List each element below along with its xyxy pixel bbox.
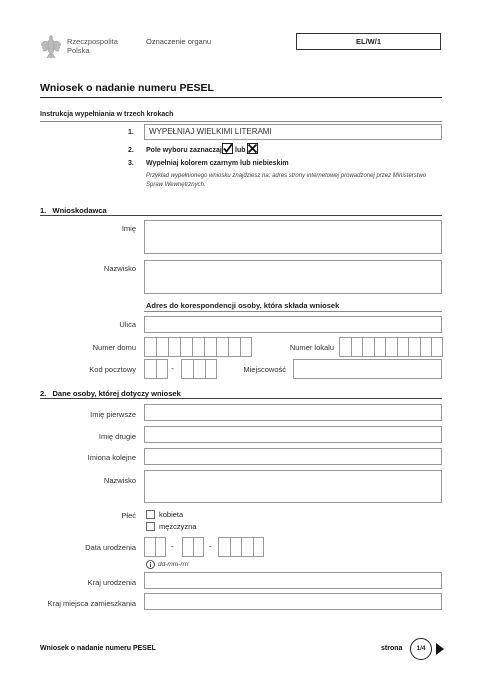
postal-code-part1[interactable] — [144, 359, 168, 379]
step1-number: 1. — [128, 129, 134, 136]
page-indicator: 1/4 — [410, 638, 432, 660]
next-page-arrow-icon[interactable] — [436, 643, 444, 655]
first-name-field[interactable] — [144, 404, 442, 421]
postal-code-part2[interactable] — [181, 359, 217, 379]
page-label: strona — [381, 645, 403, 652]
residence-country-field[interactable] — [144, 593, 442, 610]
residence-country-label: Kraj miejsca zamieszkania — [47, 599, 136, 608]
next-names-label: Imiona kolejne — [87, 453, 136, 462]
birth-date-label: Data urodzenia — [85, 543, 136, 552]
birth-month-field[interactable] — [182, 537, 204, 557]
flat-number-label: Numer lokalu — [289, 343, 334, 352]
section1-divider — [40, 215, 442, 216]
organ-label: Oznaczenie organu — [146, 37, 212, 46]
step2-number: 2. — [128, 147, 134, 154]
male-label: mężczyzna — [159, 522, 197, 531]
country-line1: Rzeczpospolita — [67, 37, 118, 46]
step1-example-box: WYPEŁNIAJ WIELKIMI LITERAMI — [144, 124, 442, 140]
street-field[interactable] — [144, 316, 442, 333]
flat-number-field[interactable] — [339, 337, 443, 357]
section2-divider — [40, 398, 442, 399]
title-divider — [40, 97, 442, 98]
section2-heading: 2. Dane osoby, której dotyczy wniosek — [40, 389, 181, 398]
applicant-last-name-label: Nazwisko — [103, 264, 136, 273]
step3-text: Wypełniaj kolorem czarnym lub niebieskim — [146, 160, 289, 167]
house-number-label: Numer domu — [92, 343, 136, 352]
section1-heading: 1. Wnioskodawca — [40, 206, 107, 215]
female-checkbox[interactable] — [146, 510, 155, 519]
footer-title: Wniosek o nadanie numeru PESEL — [40, 645, 156, 652]
birth-day-field[interactable] — [144, 537, 166, 557]
city-field[interactable] — [293, 359, 442, 379]
country-line2: Polska — [67, 46, 90, 55]
postal-code-dash: - — [171, 364, 174, 373]
street-label: Ulica — [119, 320, 136, 329]
step2-text: Pole wyboru zaznaczaj — [146, 147, 222, 154]
house-number-field[interactable] — [144, 337, 252, 357]
birth-date-dash-1: - — [171, 542, 174, 551]
next-names-field[interactable] — [144, 448, 442, 465]
male-checkbox[interactable] — [146, 522, 155, 531]
birth-country-label: Kraj urodzenia — [87, 578, 136, 587]
date-format-hint: dd-mm-rrrr — [158, 561, 190, 568]
last-name-label: Nazwisko — [103, 476, 136, 485]
checkmark-example-icon — [222, 143, 233, 154]
applicant-first-name-label: Imię — [121, 224, 136, 233]
postal-code-label: Kod pocztowy — [89, 365, 136, 374]
info-icon — [146, 560, 155, 569]
female-label: kobieta — [159, 510, 184, 519]
address-divider — [144, 311, 442, 312]
country-name — [67, 37, 118, 55]
birth-date-dash-2: - — [209, 542, 212, 551]
polish-eagle-icon — [40, 33, 62, 59]
birth-country-field[interactable] — [144, 572, 442, 589]
instructions-heading: Instrukcja wypełniania w trzech krokach — [40, 111, 174, 118]
form-code-box: EL/W/1 — [296, 33, 441, 50]
second-name-label: Imię drugie — [98, 432, 136, 441]
applicant-first-name-field[interactable] — [144, 220, 442, 254]
instructions-note: Przykład wypełnionego wniosku znajdziesz na: adres strony internetowej prowadzonej przez Ministerstwo Spraw Wewnętrznych. — [146, 173, 427, 188]
last-name-field[interactable] — [144, 470, 442, 503]
step3-number: 3. — [128, 160, 134, 167]
address-heading: Adres do korespondencji osoby, która składa wniosek — [146, 301, 340, 310]
step2-or: lub — [235, 147, 246, 154]
page-title: Wniosek o nadanie numeru PESEL — [40, 82, 214, 94]
sex-label: Płeć — [121, 511, 136, 520]
city-label: Miejscowość — [243, 365, 286, 374]
first-name-label: Imię pierwsze — [90, 410, 136, 419]
instructions-divider — [40, 121, 442, 122]
birth-year-field[interactable] — [218, 537, 264, 557]
cross-example-icon — [247, 143, 258, 154]
second-name-field[interactable] — [144, 426, 442, 443]
applicant-last-name-field[interactable] — [144, 260, 442, 294]
